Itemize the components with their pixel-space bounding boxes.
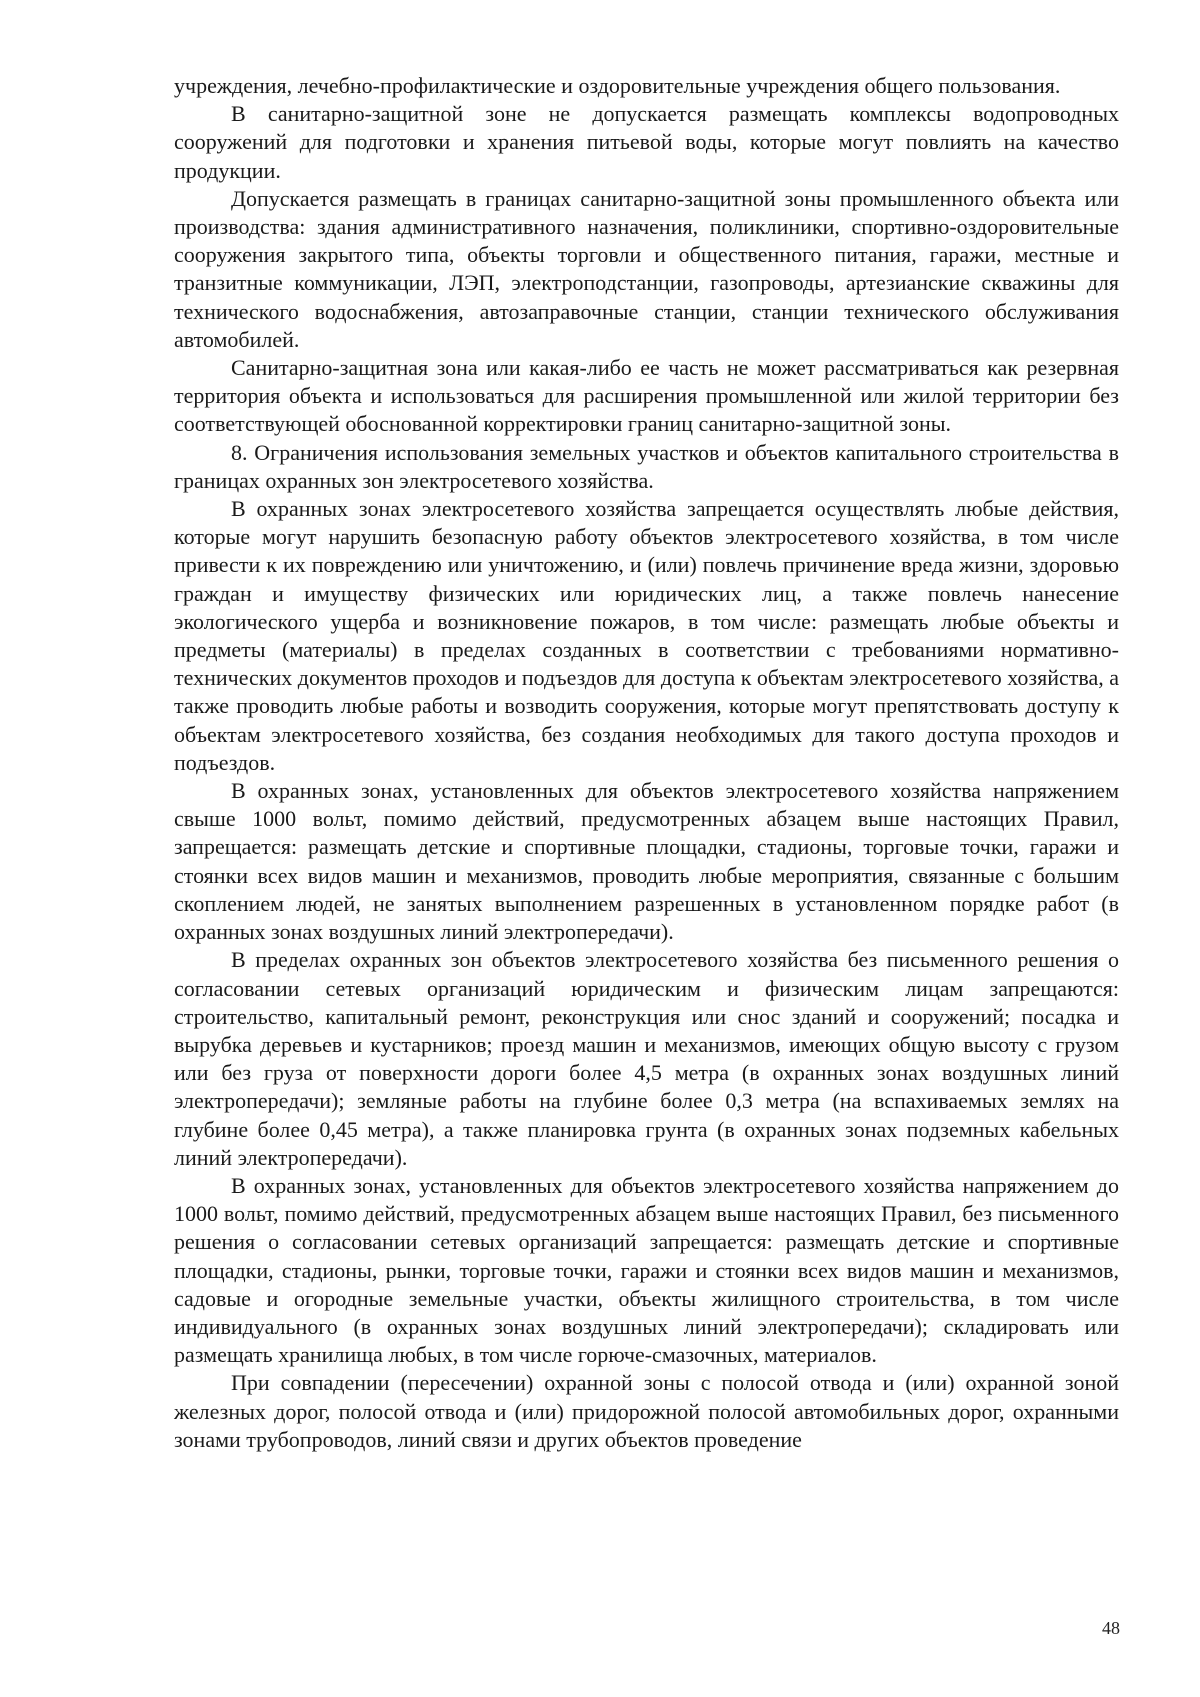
paragraph-written-approval: В пределах охранных зон объектов электросетевого хозяйства без письменного решения о согласовании сетевых организаций юридическим и физическим лицам запрещаются: строительство, капитальный ремонт, реконструкция или снос зданий и сооружений; посадка и вырубка деревьев и кустарников; проезд машин и механизмов, имеющих общую высоту с грузом или без груза от поверхности дороги более 4,5 метра (в охранных зонах воздушных линий электропередачи); земляные работы на глубине более 0,3 метра (на вспахиваемых землях на глубине более 0,45 метра), а также планировка грунта (в охранных зонах подземных кабельных линий электропередачи). <box>174 947 1119 1170</box>
paragraph-over-1000v: В охранных зонах, установленных для объектов электросетевого хозяйства напряжением свыше 1000 вольт, помимо действий, предусмотренных абзацем выше настоящих Правил, запрещается: размещать детские и спортивные площадки, стадионы, торговые точки, гаражи и стоянки всех видов машин и механизмов, проводить любые мероприятия, связанные с большим скоплением людей, не занятых выполнением разрешенных в установленном порядке работ (в охранных зонах воздушных линий электропередачи). <box>174 778 1119 945</box>
paragraph-continuation: учреждения, лечебно-профилактические и оздоровительные учреждения общего пользования. <box>174 73 1061 98</box>
paragraph-water-supply: В санитарно-защитной зоне не допускается размещать комплексы водопроводных сооружений для подготовки и хранения питьевой воды, которые могут повлиять на качество продукции. <box>174 101 1119 183</box>
paragraph-allowed-objects: Допускается размещать в границах санитарно-защитной зоны промышленного объекта или производства: здания административного назначения, поликлиники, спортивно-оздоровительные сооружения закрытого типа, объекты торговли и общественного питания, гаражи, местные и транзитные коммуникации, ЛЭП, электроподстанции, газопроводы, артезианские скважины для технического водоснабжения, автозаправочные станции, станции технического обслуживания автомобилей. <box>174 185 1119 352</box>
paragraph-zone-overlap: При совпадении (пересечении) охранной зоны с полосой отвода и (или) охранной зоной железных дорог, полосой отвода и (или) придорожной полосой автомобильных дорог, охранными зонами трубопроводов, линий связи и других объектов проведение <box>174 1370 1119 1452</box>
page-number: 48 <box>1102 1618 1120 1638</box>
paragraph-grid-restrictions: В охранных зонах электросетевого хозяйства запрещается осуществлять любые действия, которые могут нарушить безопасную работу объектов электросетевого хозяйства, в том числе привести к их повреждению или уничтожению, и (или) повлечь причинение вреда жизни, здоровью граждан и имуществу физических или юридических лиц, а также повлечь нанесение экологического ущерба и возникновение пожаров, в том числе: размещать любые объекты и предметы (материалы) в пределах созданных в соответствии с требованиями нормативно-технических документов проходов и подъездов для доступа к объектам электросетевого хозяйства, а также проводить любые работы и возводить сооружения, которые могут препятствовать доступу к объектам электросетевого хозяйства, без создания необходимых для такого доступа проходов и подъездов. <box>174 496 1119 775</box>
paragraph-under-1000v: В охранных зонах, установленных для объектов электросетевого хозяйства напряжением до 1000 вольт, помимо действий, предусмотренных абзацем выше настоящих Правил, без письменного решения о согласовании сетевых организаций запрещается: размещать детские и спортивные площадки, стадионы, рынки, торговые точки, гаражи и стоянки всех видов машин и механизмов, садовые и огородные земельные участки, объекты жилищного строительства, в том числе индивидуального (в охранных зонах воздушных линий электропередачи); складировать или размещать хранилища любых, в том числе горюче-смазочных, материалов. <box>174 1172 1119 1368</box>
section-heading-8: 8. Ограничения использования земельных участков и объектов капитального строительства в границах охранных зон электросетевого хозяйства. <box>174 439 1119 493</box>
paragraph-reserve-territory: Санитарно-защитная зона или какая-либо ее часть не может рассматриваться как резервная территория объекта и использоваться для расширения промышленной или жилой территории без соответствующей обоснованной корректировки границ санитарно-защитной зоны. <box>174 355 1119 437</box>
document-body <box>174 72 1119 1454</box>
